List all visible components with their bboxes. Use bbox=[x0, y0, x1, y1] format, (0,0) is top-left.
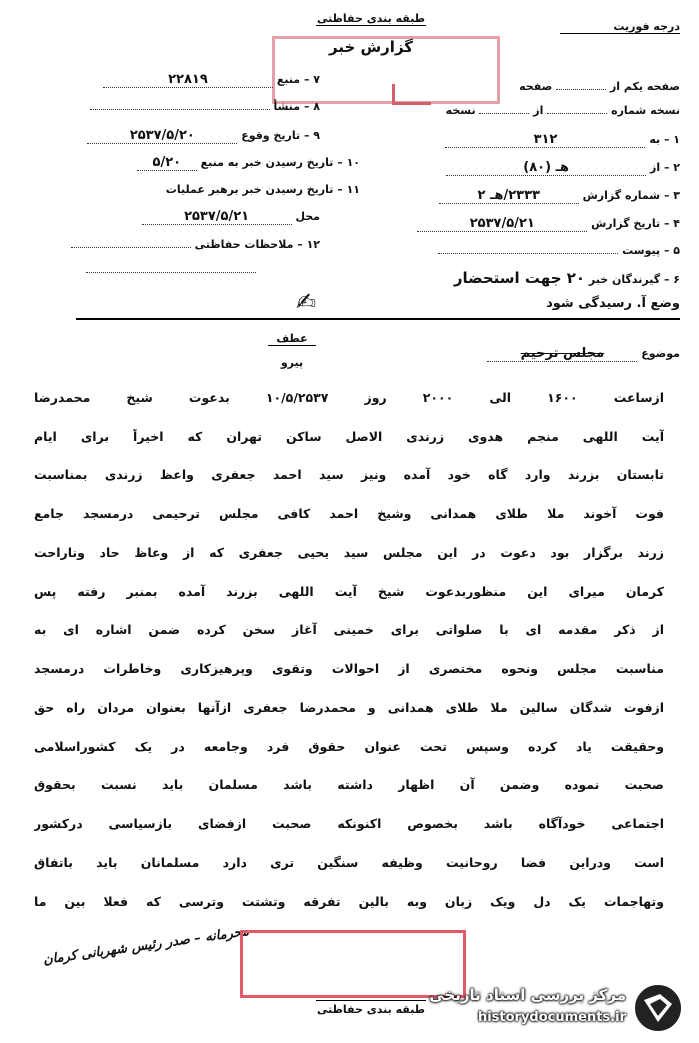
classification-title: طبقه بندی حفاظتی bbox=[316, 12, 426, 25]
body-line-8: مناسبت مجلس ونحوه مختصری از احوالات وتقوی وپرهیزکاری وخاطرات درمسجد bbox=[34, 661, 664, 676]
body-line-13: است ودراین فضا روحانیت وظیفه سنگین تری دارد مسلمانان باید باتفاق bbox=[34, 855, 664, 870]
field-report-date: ۴ – تاریخ گزارش ۲۵۳۷/۵/۲۱ bbox=[380, 216, 680, 232]
body-line-11: صحبت نموده وضمن آن اظهار داشته باشد مسلمان باید نسبت بحقوق bbox=[34, 777, 664, 792]
dots-filler-1 bbox=[86, 272, 256, 273]
body-line-10: وحقیقت یاد کرده وسپس تحت عنوان حقوق فرد وجامعه در یک کشوراسلامی bbox=[34, 739, 664, 754]
priority-label: درجه فوریت bbox=[560, 20, 680, 34]
field-attachment: ۵ – پیوست bbox=[380, 244, 680, 257]
watermark-title: مرکز بررسی اسناد تاریخی bbox=[429, 986, 626, 1004]
handwritten-signature: محرمانه – صدر رئیس شهربانی کرمان bbox=[42, 924, 250, 968]
handwritten-scribble: ✍ bbox=[296, 288, 317, 316]
field-received-source: ۱۰ – تاریخ رسیدن خبر به منبع ۵/۲۰ bbox=[40, 155, 360, 171]
body-line-4: فوت آخوند ملا طلای همدانی وشیخ احمد کافی مجلس ترحیمی درمسجد جامع bbox=[34, 506, 664, 521]
body-line-3: تابستان بزرند وارد گاه خود آمده ونیز سید احمد جعفری واعظ زرندی بمناسبت bbox=[34, 467, 664, 482]
field-from: ۲ – از هـ (۸۰) bbox=[380, 160, 680, 176]
reference-atf: عطف bbox=[268, 332, 316, 346]
field-source: ۷ – منبع ۲۲۸۱۹ bbox=[40, 72, 320, 88]
body-line-5: زرند برگزار بود دعوت در این مجلس سید یحیی جعفری که از وعاظ حاد وناراحت bbox=[34, 545, 664, 560]
body-line-2: آیت اللهی منجم هدوی زرندی الاصل ساکن تهران که اخیراً برای ایام bbox=[34, 429, 664, 444]
reference-pirov: پیرو bbox=[280, 356, 304, 369]
field-location: محل ۲۵۳۷/۵/۲۱ bbox=[40, 209, 320, 225]
body-line-9: ازفوت شدگان سالین ملا طلای همدانی و محمدرضا جعفری ازآنها بعنوان مردان راه حق bbox=[34, 700, 664, 715]
field-to: ۱ – به ۳۱۲ bbox=[380, 132, 680, 148]
body-line-1: ازساعت ۱۶۰۰ الی ۲۰۰۰ روز ۱۰/۵/۲۵۳۷ بدعوت شیخ محمدرضا bbox=[34, 390, 664, 405]
page-of-label: صفحه یکم از صفحه bbox=[519, 80, 680, 93]
body-line-6: کرمان میرای این منظوربدعوت شیخ آیت اللهی بزرند آمده بمنبر رفته پس bbox=[34, 584, 664, 599]
body-line-14: وتهاجمات یک دل ویک زبان وبه بالین تفرقه وتشتت وترسی که فعلا بین ما bbox=[34, 894, 664, 909]
field-received-leader: ۱۱ – تاریخ رسیدن خبر برهبر عملیات bbox=[165, 183, 360, 196]
field-security-notes: ۱۲ – ملاحظات حفاظتی bbox=[40, 238, 320, 251]
field-recipients: ۶ – گیرندگان خبر ۲۰ جهت استحضار bbox=[453, 269, 680, 287]
watermark-url: historydocuments.ir bbox=[477, 1010, 626, 1025]
body-line-7: از ذکر مقدمه ای با صلواتی برای خمینی آغاز سخن کرده ضمن اشاره ای به bbox=[34, 622, 664, 637]
subject-row: موضوع مجلس ترحیم bbox=[330, 346, 680, 362]
field-event-date: ۹ – تاریخ وقوع ۲۵۳۷/۵/۲۰ bbox=[40, 128, 320, 144]
watermark-logo-icon bbox=[630, 982, 686, 1034]
body-line-12: اجتماعی خودآگاه باشد بخصوص اکنونکه صحبت ازفضای بازسیاسی درکشور bbox=[34, 816, 664, 831]
header-divider bbox=[76, 318, 680, 320]
watermark bbox=[420, 980, 690, 1036]
field-origin: ۸ – منشأ bbox=[40, 100, 320, 113]
copy-number-label: نسخه شماره از نسخه bbox=[445, 104, 680, 117]
footer-classification-title: طبقه بندی حفاظتی bbox=[316, 1000, 426, 1016]
field-report-number: ۳ – شماره گزارش ۲۳۳۳/هـ ۲ bbox=[380, 188, 680, 204]
form-title: گزارش خبر bbox=[328, 38, 414, 56]
handwritten-note: وضع آ. رسیدگی شود bbox=[546, 296, 680, 311]
